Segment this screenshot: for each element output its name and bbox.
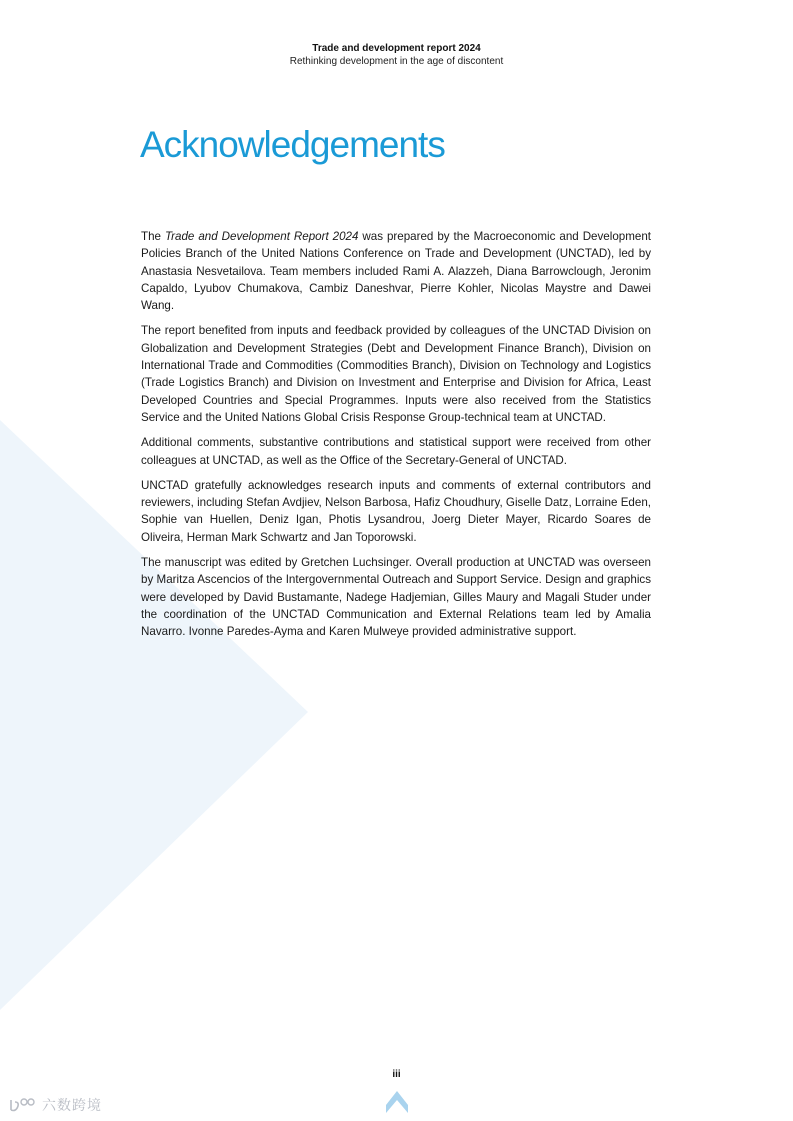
paragraph-production: The manuscript was edited by Gretchen Luchsinger. Overall production at UNCTAD was overseen by Maritza Ascencios of the Intergovernmental Outreach and Support Service. Design and graphics were developed by David Bustamante, Nadege Hadjemian, Gilles Maury and Magali Studer under the coordination of the UNCTAD Communication and External Relations team led by Amalia Navarro. Ivonne Paredes-Ayma and Karen Mulweye provided administrative support. <box>141 556 651 639</box>
watermark-logo-icon <box>8 1096 38 1114</box>
watermark-text: 六数跨境 <box>42 1098 102 1114</box>
watermark <box>8 1095 102 1115</box>
page-title: Acknowledgements <box>140 124 445 165</box>
report-subtitle: Rethinking development in the age of discontent <box>289 56 504 67</box>
paragraph-inputs: The report benefited from inputs and feedback provided by colleagues of the UNCTAD Division on Globalization and Development Strategies (Debt and Development Finance Branch), Division on International Trade and Commodities (Commodities Branch), Division on Technology and Logistics (Trade Logistics Branch) and Division on Investment and Enterprise and Division for Africa, Least Developed Countries and Special Programmes. Inputs were also received from the Statistics Service and the United Nations Global Crisis Response Group-technical team at UNCTAD. <box>141 324 651 424</box>
paragraph-additional-comments: Additional comments, substantive contributions and statistical support were received from other colleagues at UNCTAD, as well as the Office of the Secretary-General of UNCTAD. <box>141 436 651 467</box>
page-number: iii <box>392 1069 401 1080</box>
paragraph-external-contributors: UNCTAD gratefully acknowledges research inputs and comments of external contributors and reviewers, including Stefan Avdjiev, Nelson Barbosa, Hafiz Choudhury, Giselle Datz, Lorraine Eden, Sophie van Huellen, Deniz Igan, Photis Lysandrou, Joerg Dieter Mayer, Ricardo Soares de Oliveira, Herman Mark Schwartz and Jan Toporowski. <box>141 478 651 544</box>
acknowledgements-body <box>141 228 651 649</box>
report-name-italic: Trade and Development Report 2024 <box>164 230 359 243</box>
paragraph-team <box>141 228 651 314</box>
chevron-up-icon <box>384 1089 410 1115</box>
paragraph-team-pre: The <box>141 230 165 243</box>
running-header <box>0 42 793 68</box>
report-title: Trade and development report 2024 <box>312 43 481 54</box>
paragraph-team-post: was prepared by the Macroeconomic and Development Policies Branch of the United Nations Conference on Trade and Development (UNCTAD), led by Anastasia Nesvetailova. Team members included Rami A. Alazzeh, Diana Barrowclough, Jeronim Capaldo, Lyubov Chumakova, Cambiz Daneshvar, Pierre Kohler, Nicolas Maystre and Dawei Wang. <box>141 230 651 313</box>
